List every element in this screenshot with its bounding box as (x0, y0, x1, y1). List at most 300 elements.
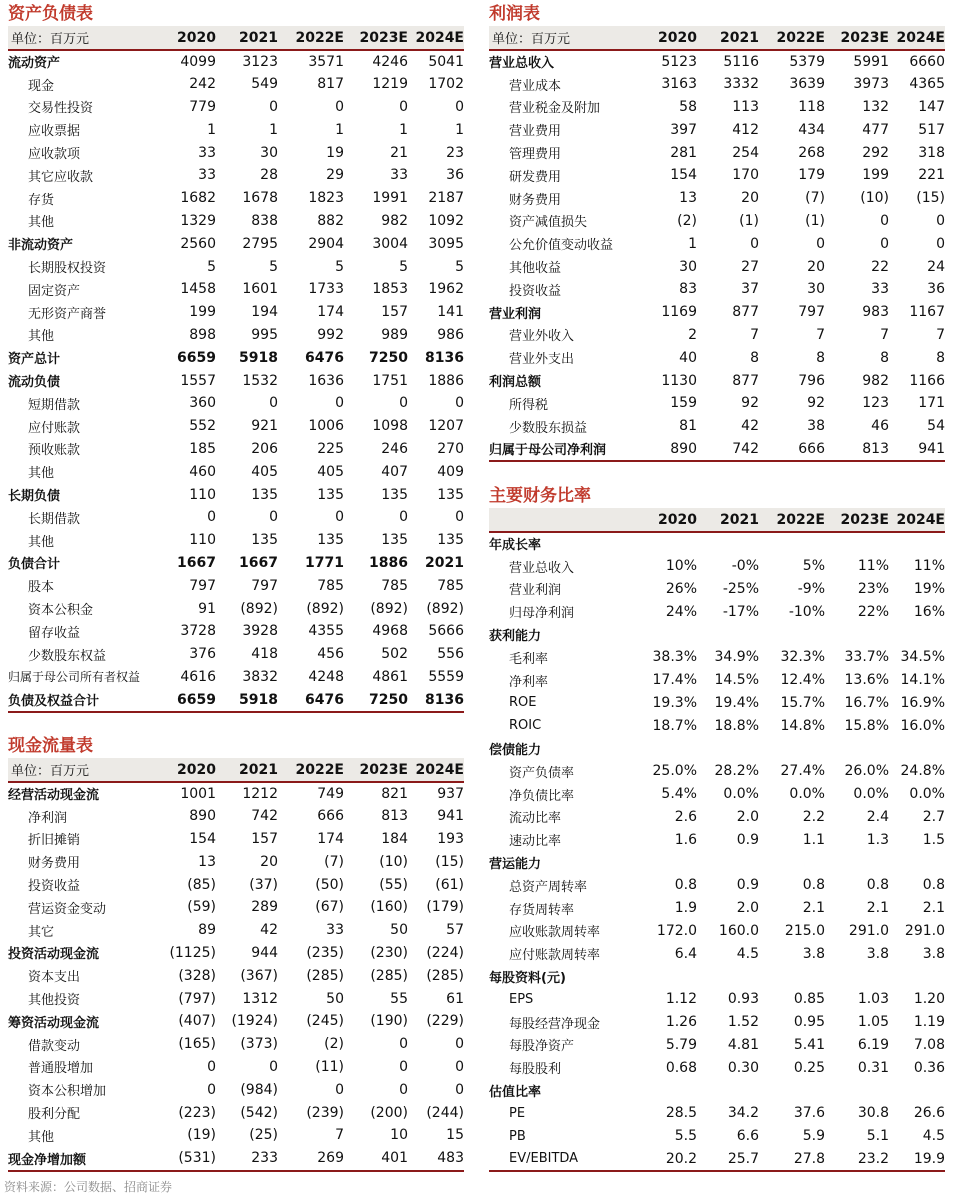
row-value: 785 (437, 577, 464, 594)
row-value: 1886 (428, 372, 464, 389)
row-value: 141 (437, 304, 464, 321)
table-row (489, 578, 945, 601)
row-value: 1169 (661, 304, 697, 321)
row-value: 0 (455, 1058, 464, 1075)
row-value: 1 (399, 121, 408, 138)
row-value: (235) (306, 944, 344, 961)
row-value (697, 965, 759, 988)
row-value: 1 (688, 235, 697, 252)
row-value: 174 (317, 830, 344, 847)
row-value: 5666 (428, 623, 464, 640)
row-value: 19 (326, 144, 344, 161)
row-value: 57 (446, 922, 464, 939)
row-label: 营业利润 (509, 583, 562, 599)
row-value: 1166 (909, 372, 945, 389)
row-value: 110 (189, 486, 216, 503)
table-row (8, 141, 464, 164)
row-value: (407) (178, 1013, 216, 1030)
row-value: (531) (178, 1150, 216, 1167)
row-label: 负债合计 (8, 557, 61, 573)
row-label: 营业利润 (489, 306, 542, 322)
row-label: 资本公积金 (28, 603, 94, 619)
table-row (489, 737, 945, 760)
row-value: (11) (315, 1058, 344, 1075)
row-value: 36 (927, 281, 945, 298)
row-label: 归属于母公司所有者权益 (8, 670, 141, 685)
row-value: 796 (798, 372, 825, 389)
row-value: 1991 (372, 190, 408, 207)
table-row (8, 529, 464, 552)
row-value: 22 (871, 258, 889, 275)
row-value: 24.8% (900, 763, 945, 780)
row-label: 其它应收款 (28, 169, 94, 185)
row-label: 归属于母公司净利润 (489, 443, 607, 459)
row-value: 19.4% (714, 694, 759, 711)
table-row (8, 460, 464, 483)
row-value: 405 (317, 463, 344, 480)
row-value: 477 (862, 121, 889, 138)
row-label: 利润总额 (489, 375, 542, 391)
row-value: 15.8% (844, 717, 889, 734)
row-value: 821 (381, 785, 408, 802)
row-value: 3163 (661, 76, 697, 93)
row-value: 0 (207, 1058, 216, 1075)
row-value: 838 (251, 212, 278, 229)
row-value: 42 (741, 418, 759, 435)
row-value: 989 (381, 326, 408, 343)
table-row (8, 896, 464, 919)
row-label: 偿债能力 (489, 743, 542, 759)
row-value: -17% (722, 603, 759, 620)
row-value: 2021 (425, 554, 464, 571)
row-value: (1) (739, 212, 759, 229)
row-value: 170 (732, 167, 759, 184)
header-unit-label: 单位：百万元 (8, 758, 156, 782)
row-value (637, 1079, 697, 1102)
row-label: 负债及权益合计 (8, 694, 100, 710)
row-value: 268 (798, 144, 825, 161)
row-label: 每股股利 (509, 1062, 562, 1078)
row-label: ROE (509, 695, 537, 711)
row-label: 资本支出 (28, 970, 81, 986)
row-label: 其他收益 (509, 261, 562, 277)
table-row (489, 369, 945, 392)
table-row (8, 73, 464, 96)
table-header-row (489, 508, 945, 532)
row-value: 0 (335, 98, 344, 115)
table-row (489, 73, 945, 96)
source-note: 资料来源：公司数据、招商证券 (4, 1180, 173, 1194)
row-value: 32.3% (780, 649, 825, 666)
row-value: 376 (189, 646, 216, 663)
row-value: 7 (335, 1127, 344, 1144)
row-value: 6660 (909, 53, 945, 70)
row-label: EV/EBITDA (509, 1151, 579, 1167)
header-year: 2021 (216, 758, 278, 782)
row-label: 流动资产 (8, 56, 61, 72)
row-value: 113 (732, 98, 759, 115)
row-value: 882 (317, 212, 344, 229)
row-value: 174 (317, 304, 344, 321)
row-value: 5116 (723, 53, 759, 70)
row-value: 890 (189, 808, 216, 825)
row-value: 1.5 (922, 831, 945, 848)
row-value: 0 (399, 1036, 408, 1053)
table-row (8, 392, 464, 415)
table-row (8, 1033, 464, 1056)
row-label: 营业总收入 (489, 56, 555, 72)
row-value (759, 737, 825, 760)
row-value: (892) (306, 600, 344, 617)
row-value: 2.0 (736, 900, 759, 917)
row-value: (797) (178, 990, 216, 1007)
table-row (8, 50, 464, 73)
row-value (637, 965, 697, 988)
row-value: 1853 (372, 281, 408, 298)
row-label: 应收款项 (28, 147, 81, 163)
row-label: 长期借款 (28, 511, 81, 527)
row-value: 20 (807, 258, 825, 275)
table-row (8, 232, 464, 255)
row-label: 其他 (28, 466, 55, 482)
row-label: 少数股东损益 (509, 420, 588, 436)
table-row (489, 164, 945, 187)
income-panel (489, 2, 945, 462)
row-value: 3332 (723, 76, 759, 93)
row-value: 20 (260, 853, 278, 870)
row-value: 4968 (372, 623, 408, 640)
row-value: 2.1 (922, 900, 945, 917)
row-label: 财务费用 (28, 856, 81, 872)
row-value: 2.6 (674, 808, 697, 825)
header-year: 2022E (759, 508, 825, 532)
row-value: (37) (249, 876, 278, 893)
row-value: 30 (679, 258, 697, 275)
table-row (489, 555, 945, 578)
row-value: 81 (679, 418, 697, 435)
row-value: 456 (317, 646, 344, 663)
row-value: 132 (862, 98, 889, 115)
row-value: 46 (871, 418, 889, 435)
row-value: 5 (269, 258, 278, 275)
row-label: 存货 (28, 192, 55, 208)
row-value: 813 (381, 808, 408, 825)
row-value: (328) (178, 967, 216, 984)
row-value: 33 (871, 281, 889, 298)
row-value: 26.6 (913, 1105, 945, 1122)
row-value: 5379 (789, 53, 825, 70)
row-value: 15.7% (780, 694, 825, 711)
row-label: 投资收益 (28, 879, 81, 895)
table-row (489, 851, 945, 874)
row-value: (59) (187, 899, 216, 916)
row-value: 3.8 (866, 945, 889, 962)
row-value: 3004 (372, 235, 408, 252)
row-value: 1.26 (665, 1014, 697, 1031)
row-value: 38.3% (652, 649, 697, 666)
row-value: 0.36 (913, 1059, 945, 1076)
row-value: 1098 (372, 418, 408, 435)
row-value: 0 (399, 1081, 408, 1098)
cashflow-title: 现金流量表 (8, 736, 93, 756)
row-label: 营业外支出 (509, 352, 575, 368)
row-label: 少数股东权益 (28, 648, 107, 664)
row-value: 20.2 (665, 1150, 697, 1167)
row-value: 2904 (308, 235, 344, 252)
row-value: 0 (269, 98, 278, 115)
row-value: 0.8 (674, 877, 697, 894)
row-value: (7) (805, 190, 825, 207)
row-value: 10 (390, 1127, 408, 1144)
row-value: 16.9% (900, 694, 945, 711)
row-value: 318 (918, 144, 945, 161)
row-value: 3.8 (802, 945, 825, 962)
table-row (489, 1056, 945, 1079)
row-value: 4.5 (736, 945, 759, 962)
table-row (489, 942, 945, 965)
row-value: 982 (862, 372, 889, 389)
row-value: 25.7 (727, 1150, 759, 1167)
row-value: (984) (240, 1081, 278, 1098)
row-value: 18.8% (714, 717, 759, 734)
table-row (489, 646, 945, 669)
row-value (759, 965, 825, 988)
row-value: (67) (315, 899, 344, 916)
row-value (697, 623, 759, 646)
table-row (489, 278, 945, 301)
row-value: 2 (688, 326, 697, 343)
row-value (825, 737, 889, 760)
table-row (8, 805, 464, 828)
row-value: 159 (670, 395, 697, 412)
table-row (8, 369, 464, 392)
row-label: 长期负债 (8, 489, 61, 505)
row-label: 营业成本 (509, 78, 562, 94)
row-value: 4248 (308, 668, 344, 685)
row-value: 5.5 (674, 1128, 697, 1145)
row-value (889, 1079, 945, 1102)
row-label: 留存收益 (28, 625, 81, 641)
row-value: 33 (198, 144, 216, 161)
row-value: 33 (390, 167, 408, 184)
row-value: 1 (335, 121, 344, 138)
row-value: 890 (670, 440, 697, 457)
row-value: 0 (269, 395, 278, 412)
row-value: (892) (426, 600, 464, 617)
table-row (489, 828, 945, 851)
row-label: 每股净资产 (509, 1039, 575, 1055)
table-row (489, 623, 945, 646)
row-value: 0 (207, 509, 216, 526)
table-row (8, 597, 464, 620)
row-value: 23.2 (857, 1150, 889, 1167)
row-label: 归母净利润 (509, 606, 575, 622)
header-unit-label (489, 508, 637, 532)
row-value: 8 (750, 349, 759, 366)
row-value: 5 (335, 258, 344, 275)
header-year: 2020 (637, 508, 697, 532)
row-value: 34.5% (900, 649, 945, 666)
row-label: 其他 (28, 329, 55, 345)
row-value: 157 (251, 830, 278, 847)
row-value: 38 (807, 418, 825, 435)
header-year: 2021 (216, 26, 278, 50)
row-value: 37.6 (793, 1105, 825, 1122)
row-value: 0.31 (857, 1059, 889, 1076)
row-value: 292 (862, 144, 889, 161)
row-value (825, 965, 889, 988)
row-value: 0.9 (736, 831, 759, 848)
row-value: 6659 (177, 691, 216, 708)
row-value: 0 (880, 212, 889, 229)
row-value: 13.6% (844, 672, 889, 689)
row-label: 资产负债率 (509, 765, 575, 781)
row-label: 获利能力 (489, 629, 542, 645)
row-value: 3973 (853, 76, 889, 93)
row-value: 407 (381, 463, 408, 480)
row-value: 6.6 (736, 1128, 759, 1145)
table-row (8, 346, 464, 369)
table-row (489, 141, 945, 164)
row-value: 291.0 (904, 922, 945, 939)
header-year: 2020 (156, 26, 216, 50)
row-value: 2795 (242, 235, 278, 252)
row-label: 固定资产 (28, 283, 81, 299)
table-row (489, 50, 945, 73)
row-value: 8136 (425, 349, 464, 366)
row-value: 11% (913, 558, 945, 575)
row-label: 研发费用 (509, 169, 562, 185)
row-value (697, 851, 759, 874)
row-label: 资产减值损失 (509, 215, 588, 231)
row-value: 1886 (369, 554, 408, 571)
row-value: 1006 (308, 418, 344, 435)
row-value: 749 (317, 785, 344, 802)
row-label: 其他 (28, 1129, 55, 1145)
row-value: 221 (918, 167, 945, 184)
table-row (8, 873, 464, 896)
row-value (825, 623, 889, 646)
row-value: 4099 (180, 53, 216, 70)
row-label: 净利润 (28, 810, 68, 826)
cashflow-panel (8, 734, 464, 1172)
row-value: 5.1 (866, 1128, 889, 1145)
row-label: 净利率 (509, 674, 549, 690)
row-value: 0 (455, 98, 464, 115)
row-value: 0 (936, 235, 945, 252)
row-value: 4861 (372, 668, 408, 685)
row-value: 42 (260, 922, 278, 939)
row-value: -25% (722, 580, 759, 597)
row-value: 1 (269, 121, 278, 138)
row-value: 1751 (372, 372, 408, 389)
row-value: 8 (816, 349, 825, 366)
row-value: 0.8 (866, 877, 889, 894)
row-label: 营业总收入 (509, 560, 575, 576)
cashflow-table (8, 758, 464, 1170)
row-label: 速动比率 (509, 834, 562, 850)
table-row (489, 874, 945, 897)
row-value: (190) (370, 1013, 408, 1030)
row-value: 2.1 (802, 900, 825, 917)
row-value: (285) (426, 967, 464, 984)
row-label: 交易性投资 (28, 101, 94, 117)
header-year: 2021 (697, 508, 759, 532)
row-value: 25.0% (652, 763, 697, 780)
row-value: 4.81 (727, 1036, 759, 1053)
row-value: 1 (207, 121, 216, 138)
row-value: 17.4% (652, 672, 697, 689)
row-value: 817 (317, 76, 344, 93)
table-row (489, 783, 945, 806)
table-row (489, 920, 945, 943)
row-value: 23 (446, 144, 464, 161)
header-year: 2023E (344, 758, 408, 782)
row-label: 折旧摊销 (28, 833, 81, 849)
table-row (489, 1125, 945, 1148)
row-value: 0 (335, 509, 344, 526)
row-label: 流动负债 (8, 375, 61, 391)
row-value: -0% (731, 558, 759, 575)
row-label: 公允价值变动收益 (509, 238, 614, 254)
row-value: 281 (670, 144, 697, 161)
table-header-row (489, 26, 945, 50)
row-value (637, 851, 697, 874)
row-value (889, 532, 945, 555)
income-table (489, 26, 945, 460)
row-label: PE (509, 1105, 526, 1121)
row-label: 营业费用 (509, 124, 562, 140)
row-value: 1667 (177, 554, 216, 571)
table-row (8, 666, 464, 689)
row-value: 36 (446, 167, 464, 184)
row-value: 30 (260, 144, 278, 161)
row-value: (542) (240, 1104, 278, 1121)
row-value: 40 (679, 349, 697, 366)
row-value: 172.0 (656, 922, 697, 939)
table-row (8, 301, 464, 324)
row-value: (224) (426, 944, 464, 961)
row-value: 0.8 (922, 877, 945, 894)
row-value: 24% (665, 603, 697, 620)
row-value: 1702 (428, 76, 464, 93)
table-row (8, 415, 464, 438)
table-row (489, 532, 945, 555)
row-value: 92 (741, 395, 759, 412)
row-value: 556 (437, 646, 464, 663)
row-value: 785 (317, 577, 344, 594)
table-row (489, 1011, 945, 1034)
row-value: 1636 (308, 372, 344, 389)
table-row (8, 324, 464, 347)
row-value: 1.19 (913, 1014, 945, 1031)
row-value: 5.41 (793, 1036, 825, 1053)
row-value: 179 (798, 167, 825, 184)
table-row (489, 988, 945, 1011)
row-value: 154 (189, 830, 216, 847)
row-value: 0 (455, 509, 464, 526)
row-value: 33 (326, 922, 344, 939)
table-row (489, 806, 945, 829)
row-value: 14.1% (900, 672, 945, 689)
table-row (8, 552, 464, 575)
row-value: 360 (189, 395, 216, 412)
row-label: 每股经营净现金 (509, 1016, 601, 1032)
row-label: 长期股权投资 (28, 261, 107, 277)
income-title: 利润表 (489, 4, 540, 24)
row-value: 135 (437, 532, 464, 549)
row-value: 0.68 (665, 1059, 697, 1076)
